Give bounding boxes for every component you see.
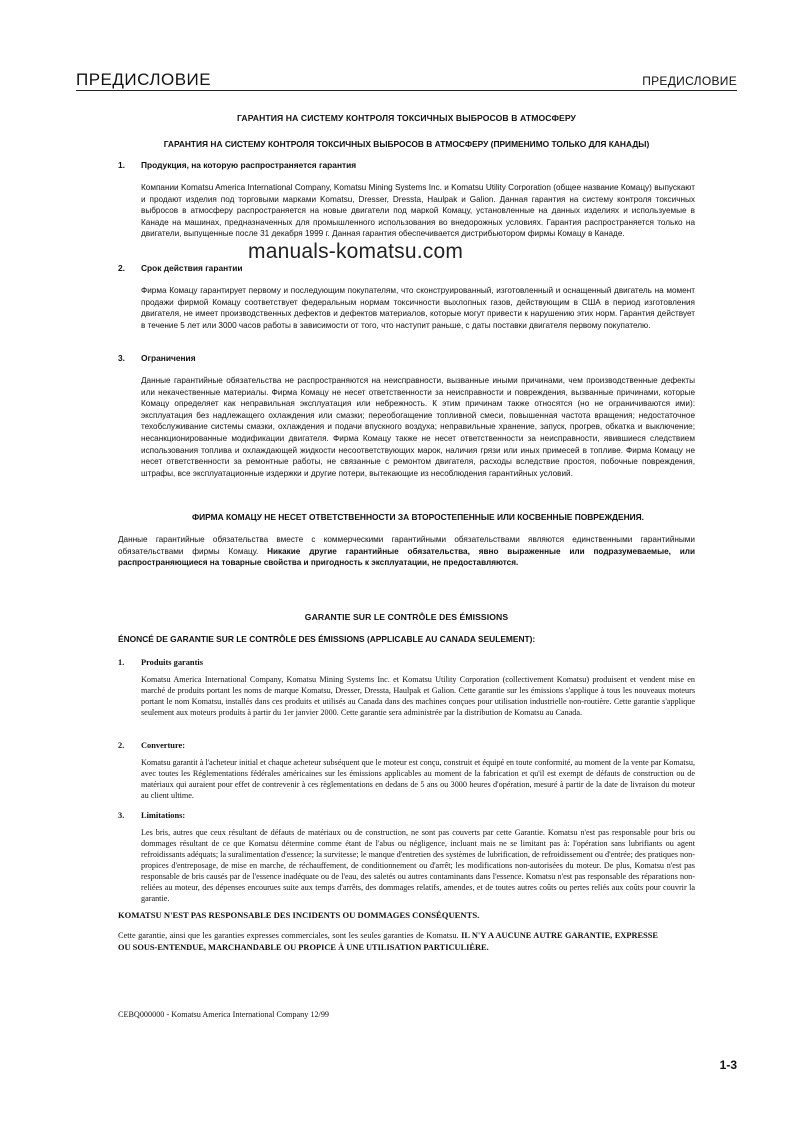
fr-section-subtitle: ÉNONCÉ DE GARANTIE SUR LE CONTRÔLE DES ÉMISSIONS (APPLICABLE AU CANADA SEULEMENT): xyxy=(118,634,536,644)
fr-item-2-number: 2. xyxy=(118,741,125,750)
ru-item-2-number: 2. xyxy=(118,263,125,273)
watermark-text: manuals-komatsu.com xyxy=(248,240,464,263)
ru-item-1-title: Продукция, на которую распространяется гарантия xyxy=(141,160,357,170)
fr-item-2-title: Converture: xyxy=(141,741,186,750)
ru-disclaimer: ФИРМА КОМАЦУ НЕ НЕСЕТ ОТВЕТСТВЕННОСТИ ЗА ВТОРОСТЕПЕННЫЕ ИЛИ КОСВЕННЫЕ ПОВРЕЖДЕНИЯ. xyxy=(191,512,645,522)
ru-item-2-text: Фирма Комацу гарантирует первому и последующим покупателям, что сконструированный, изготовленный и оснащенный двигатель на момент продажи фирмой Комацу соответствует федеральным нормам токсичности выхлопных газов, действующим в США в период изготовления двигателя, не имеет производственных дефектов и дефектов материалов, которые могут привести к нарушению этих норм. Гарантия действует в течение 5 лет или 3000 часов работы в зависимости от того, что наступит раньше, с даты поставки двигателя первому покупателю. xyxy=(141,286,695,330)
fr-item-1-number: 1. xyxy=(118,658,125,667)
page-header-right-title: ПРЕДИСЛОВИЕ xyxy=(642,74,737,88)
fr-item-2-text: Komatsu garantit à l'acheteur initial et chaque acheteur subséquent que le moteur est conçu, construit et équipé en toute conformité, au moment de la vente par Komatsu, avec toutes les Réglementations fédérales américaines sur les émissions applicables au moment de la fabrication et qu'il est exempt de défauts de construction ou de matériaux qui auraient pour effet de contrevenir à ces règlementations en dedans de 5 ans ou 3000 heures d'opération, mesuré à partir de la date de livraison du moteur au client ultime. xyxy=(141,758,695,800)
fr-item-3-title: Limitations: xyxy=(141,811,186,820)
page-number: 1-3 xyxy=(719,1058,737,1072)
fr-item-3-number: 3. xyxy=(118,811,125,820)
ru-item-3-text: Данные гарантийные обязательства не распространяются на неисправности, вызванные иными причинами, чем производственные дефекты или некачественные материалы. Фирма Комацу не несет ответственности за неисправности и повреждения, вызванные причинами, которые Комацу определяет как неправильная эксплуатация или небрежность. К этим причинам также относятся (но не ограничиваются ими): эксплуатация без надлежащего охлаждения или смазки; переобогащение топливной смеси, повышенная частота вращения; недостаточное техобслуживание системы смазки, охлаждения и подачи впускного воздуха; неправильные хранение, запуск, прогрев, обкатка и выключение; несанкционированные модификации двигателя. Фирма Комацу также не несет ответственности за неисправности, явившиеся следствием использования топлива и охлаждающей жидкости несоответствующих марок, наличия грязи или иных примесей в топливе. Фирма Комацу не несет ответственности за ремонтные работы, не связанные с ремонтом двигателя, расходы вследствие простоя, побочные повреждения, штрафы, все эксплуатационные издержки и другие потери, вытекающие из несоблюдения гарантийных условий. xyxy=(141,376,695,478)
fr-item-1-title: Produits garantis xyxy=(141,658,203,667)
ru-item-3-number: 3. xyxy=(118,353,125,363)
fr-closing-paragraph xyxy=(118,930,658,954)
page-header-left-title: ПРЕДИСЛОВИЕ xyxy=(76,70,212,89)
header-divider xyxy=(76,90,737,91)
ru-section-title: ГАРАНТИЯ НА СИСТЕМУ КОНТРОЛЯ ТОКСИЧНЫХ ВЫБРОСОВ В АТМОСФЕРУ xyxy=(236,113,576,123)
ru-item-3-title: Ограничения xyxy=(141,353,196,363)
ru-item-1-text: Компании Komatsu America International Company, Komatsu Mining Systems Inc. и Komatsu Utility Corporation (общее название Комацу) выпускают и продают изделия под торговыми марками Komatsu, Dresser, Dressta, Haulpak и Galion. Данная гарантия на систему контроля токсичных выбросов в атмосферу распространяется на новые двигатели под маркой Комацу, установленные на данных изделиях и используемые в Канаде на машинах, предназначенных для промышленного использования во внедорожных условиях. Гарантия распространяется только на двигатели, выпущенные после 31 декабря 1999 г. Данная гарантия обеспечивается дистрибьютором фирмы Комацу в Канаде. xyxy=(141,183,695,239)
fr-section-title: GARANTIE SUR LE CONTRÔLE DES ÉMISSIONS xyxy=(304,612,509,622)
ru-closing-paragraph xyxy=(118,534,695,569)
ru-closing-bold: Никакие другие гарантийные обязательства, явно выраженные или подразумеваемые, или распространяющиеся на товарные свойства и пригодность к эксплуатации, не предоставляются. xyxy=(118,546,695,568)
fr-item-1-text: Komatsu America International Company, Komatsu Mining Systems Inc. et Komatsu Utility Corporation (collectivement Komatsu) produisent et vendent mise en marché de produits portant les noms de marque Komatsu, Dresser, Dressta, Haulpak et Galion. Cette garantie sur les émissions s'applique à tous les nouveaux moteurs portant le nom Komatsu, installés dans ces produits et utilisés au Canada dans des machines conçues pour utilisation industrielle non-routière. Cette garantie s'applique seulement aux moteurs produits à partir du 1er janvier 2000. Cette garantie sera administrée par la distribution de Komatsu au Canada. xyxy=(141,675,695,717)
ru-section-subtitle: ГАРАНТИЯ НА СИСТЕМУ КОНТРОЛЯ ТОКСИЧНЫХ ВЫБРОСОВ В АТМОСФЕРУ (ПРИМЕНИМО ТОЛЬКО ДЛЯ КАНАДЫ) xyxy=(163,139,650,149)
ru-item-1-number: 1. xyxy=(118,160,125,170)
ru-closing-normal: Данные гарантийные обязательства вместе с коммерческими гарантийными обязательствами являются единственными гарантийными обязательствами фирмы Комацу. xyxy=(118,535,695,556)
footer-reference: CEBQ000000 - Komatsu America International Company 12/99 xyxy=(118,1010,330,1019)
fr-closing-normal: Cette garantie, ainsi que les garanties expresses commerciales, sont les seules garanties de Komatsu. xyxy=(118,931,459,940)
ru-item-2-title: Срок действия гарантии xyxy=(141,263,243,273)
fr-item-3-text: Les bris, autres que ceux résultant de défauts de matériaux ou de construction, ne sont pas couverts par cette Garantie. Komatsu n'est pas responsable pour bris ou dommages résultant de ce que Komatsu détermine comme étant de l'abus ou négligence, incluant mais ne se limitant pas à: l'opération sans lubrifiants ou agent refroidissants adéquats; la suralimentation d'essence; la survitesse; le manque d'entretien des systèmes de lubrification, de refroidissement ou d'entrée; des pratiques non-propices d'entreposage, de mise en marche, de réchauffement, de conditionnement ou d'arrêt; les modifications non-autorisées du moteur. De plus, Komatsu n'est pas responsable de bris causés par de l'essence inadéquate ou de l'eau, des saletés ou autres contaminants dans l'essence. Komatsu n'est pas responsable des réparations non-reliées au moteur, des dépenses encourues suite aux temps d'arrêts, des dommages relatifs, amendes, et de toutes autres coûts ou pertes reliés aux coûts pour couvrir la garantie. xyxy=(141,828,695,903)
fr-disclaimer: KOMATSU N'EST PAS RESPONSABLE DES INCIDENTS OU DOMMAGES CONSÉQUENTS. xyxy=(118,910,480,920)
fr-closing-bold: IL N'Y A AUCUNE AUTRE GARANTIE, EXPRESSE OU SOUS-ENTENDUE, MARCHANDABLE OU PROPICE À UNE UTILISATION PARTICULIÈRE. xyxy=(118,931,658,952)
